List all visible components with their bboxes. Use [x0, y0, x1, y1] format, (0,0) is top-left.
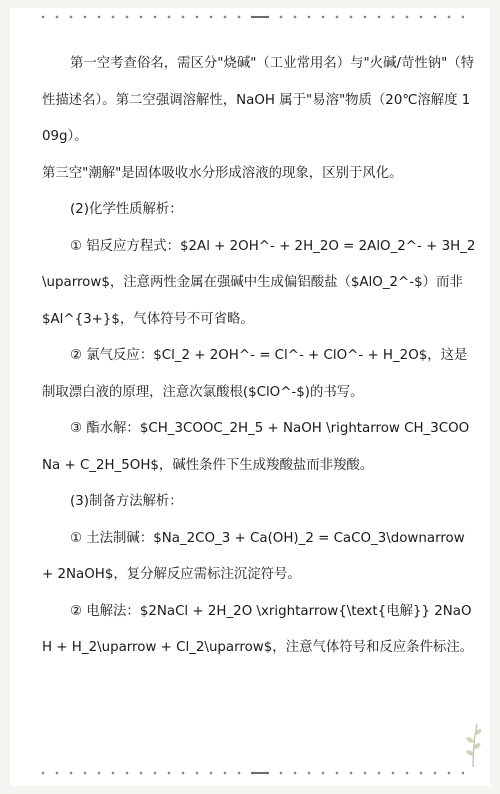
paragraph-chlorine-reaction: ② 氯气反应：$Cl_2 + 2OH^- = Cl^- + ClO^- + H_2O$，这是制取漂白液的原理，注意次氯酸根($ClO^-$)的书写。 — [42, 348, 468, 400]
document-body — [42, 46, 478, 667]
paragraph-aluminum-reaction: ① 铝反应方程式：$2Al + 2OH^- + 2H_2O = 2AlO_2^- + 3H_2\uparrow$，注意两性金属在强碱中生成偏铝酸盐（$AlO_2^-$）而非$Al^{3+}$，气体符号不可省略。 — [42, 238, 476, 327]
heading-chemical-properties: (2)化学性质解析： — [70, 202, 183, 217]
paragraph-naming: 第一空考查俗名，需区分"烧碱"（工业常用名）与"火碱/苛性钠"（特性描述名）。第二空强调溶解性，NaOH 属于"易溶"物质（20℃溶解度 109g）。 — [42, 56, 475, 144]
paragraph-electrolysis-method: ② 电解法：$2NaCl + 2H_2O \xrightarrow{\text{电解}} 2NaOH + H_2\uparrow + Cl_2\uparrow$，注意气体符号和反应条件标注。 — [42, 603, 474, 655]
top-center-dash — [251, 16, 269, 18]
bottom-dotted-border — [36, 770, 464, 776]
paragraph-deliquescence: 第三空"潮解"是固体吸收水分形成溶液的现象，区别于风化。 — [42, 165, 403, 181]
paragraph-soda-lime-method: ① 土法制碱：$Na_2CO_3 + Ca(OH)_2 = CaCO_3\downarrow + 2NaOH$，复分解反应需标注沉淀符号。 — [42, 530, 465, 582]
leaf-decoration-icon — [462, 720, 484, 768]
bottom-center-dash — [251, 772, 269, 774]
document-page — [10, 8, 490, 786]
paragraph-ester-hydrolysis: ③ 酯水解：$CH_3COOC_2H_5 + NaOH \rightarrow CH_3COONa + C_2H_5OH$，碱性条件下生成羧酸盐而非羧酸。 — [42, 421, 470, 473]
heading-preparation-methods: (3)制备方法解析： — [70, 494, 183, 509]
top-dotted-border — [36, 14, 464, 20]
